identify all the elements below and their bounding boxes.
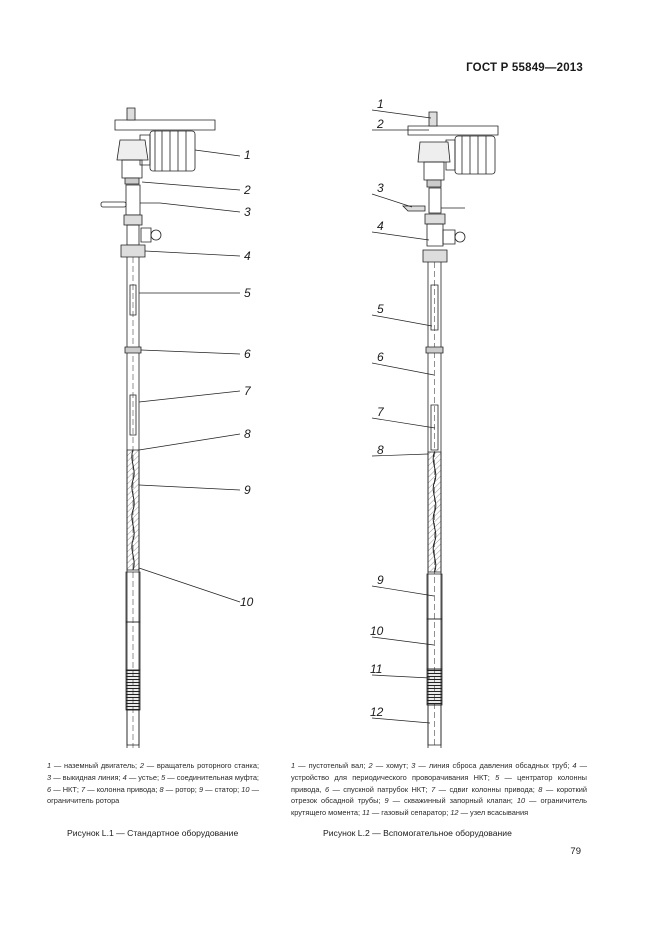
figure1-legend: [47, 760, 259, 807]
legend-number: 6: [47, 784, 52, 794]
legend-number: 4: [122, 772, 127, 782]
figure2-legend: [291, 760, 587, 819]
legend-number: 10: [516, 796, 526, 806]
figure1-label: 9: [244, 483, 251, 497]
legend-number: 8: [538, 784, 543, 794]
legend-number: 9: [198, 784, 204, 794]
legend-text: — газовый сепаратор;: [369, 808, 451, 818]
legend-number: 3: [47, 772, 52, 782]
figure1-label: 3: [244, 205, 251, 219]
legend-number: 1: [291, 761, 296, 770]
legend-text: — линия сброса давления обсадных труб;: [415, 761, 573, 770]
figure2-labels: [370, 97, 385, 719]
document-header: ГОСТ Р 55849—2013: [466, 62, 583, 74]
figure1-label: 8: [244, 427, 251, 441]
figure2-label: 5: [377, 302, 384, 316]
legend-text: — ограничитель крутящего момента;: [291, 796, 587, 818]
figure2-label: 8: [377, 443, 384, 457]
legend-text: — сдвиг колонны привода;: [435, 784, 539, 794]
figure2-drawing: [403, 112, 498, 748]
figure2-label: 7: [377, 405, 384, 419]
legend-number: 7: [81, 784, 86, 794]
figure1-drawing: [101, 108, 215, 748]
legend-number: 3: [411, 761, 416, 770]
legend-number: 11: [362, 808, 370, 818]
legend-number: 5: [495, 772, 500, 782]
figure1-leaders: [139, 150, 240, 602]
figure2-label: 10: [370, 624, 384, 638]
page-number: 79: [570, 846, 581, 857]
legend-text: — вращатель роторного станка;: [143, 761, 259, 770]
figure2-label: 3: [377, 181, 384, 195]
legend-number: 2: [139, 761, 144, 770]
figure1-title: Рисунок L.1 — Стандартное оборудование: [67, 828, 239, 838]
figure2-label: 12: [370, 705, 384, 719]
figure1-labels: [240, 148, 254, 609]
legend-text: — выкидная линия;: [51, 772, 123, 782]
legend-number: 9: [384, 796, 389, 806]
figure1-label: 7: [244, 384, 251, 398]
figure2-label: 1: [377, 97, 384, 111]
legend-text: — хомут;: [372, 761, 412, 770]
figure1-label: 10: [240, 595, 254, 609]
legend-text: — ротор;: [163, 784, 199, 794]
legend-text: — пустотелый вал;: [295, 761, 369, 770]
legend-number: 2: [368, 761, 373, 770]
legend-text: — соединительная муфта;: [165, 772, 259, 782]
legend-text: — наземный двигатель;: [51, 761, 140, 770]
figure1-label: 4: [244, 249, 251, 263]
legend-text: — центратор колонны привода,: [291, 772, 587, 794]
figure2-title: Рисунок L.2 — Вспомогательное оборудование: [323, 828, 512, 838]
legend-number: 4: [572, 761, 577, 770]
figure1-label: 2: [244, 183, 251, 197]
figure2-label: 4: [377, 219, 384, 233]
figure1-label: 5: [244, 286, 251, 300]
legend-number: 10: [241, 784, 250, 794]
legend-text: — скважинный запорный клапан;: [388, 796, 517, 806]
legend-number: 6: [324, 784, 330, 794]
legend-text: — устройство для периодического проворачивания НКТ;: [291, 761, 587, 782]
legend-text: — устье;: [126, 772, 162, 782]
figure1-label: 1: [244, 148, 251, 162]
legend-text: — спускной патрубок НКТ;: [329, 784, 432, 794]
legend-text: — узел всасывания: [458, 808, 529, 818]
legend-number: 12: [450, 808, 459, 818]
figure2-label: 11: [370, 662, 383, 676]
figure1-label: 6: [244, 347, 251, 361]
legend-text: — НКТ;: [51, 784, 82, 794]
figure2-label: 2: [377, 117, 384, 131]
legend-text: — ограничитель ротора: [47, 784, 260, 806]
legend-number: 8: [159, 784, 164, 794]
legend-number: 5: [161, 772, 166, 782]
legend-number: 1: [47, 761, 52, 770]
legend-text: — статор;: [203, 784, 242, 794]
figure2-label: 6: [377, 350, 384, 364]
legend-text: — колонна привода;: [85, 784, 160, 794]
legend-number: 7: [431, 784, 436, 794]
figure2-label: 9: [377, 573, 384, 587]
legend-text: — короткий отрезок обсадной трубы;: [291, 784, 587, 806]
